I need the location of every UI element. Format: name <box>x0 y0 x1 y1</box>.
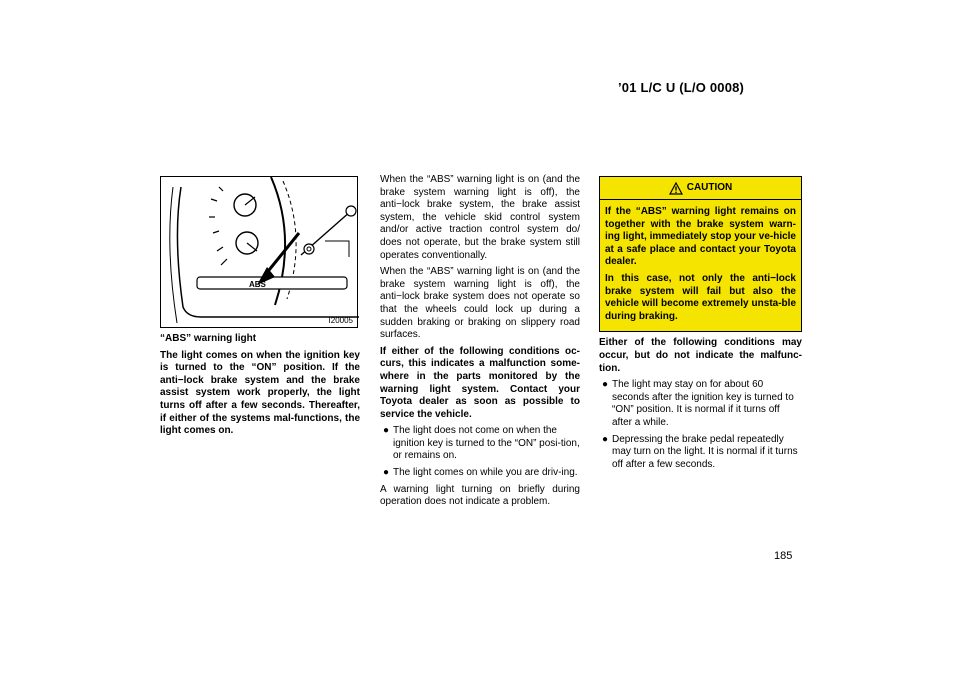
column-right <box>599 176 802 475</box>
page-header: ’01 L/C U (L/O 0008) <box>618 80 745 95</box>
abs-dashboard-illustration <box>161 177 359 329</box>
caution-box <box>599 176 802 332</box>
caution-header <box>600 177 801 200</box>
column-middle <box>380 174 580 513</box>
bullet-icon: ● <box>383 467 390 479</box>
bullet-icon: ● <box>602 379 609 391</box>
caution-paragraph-1: If the “ABS” warning light remains on together with the brake system warn-ing light, immediately stop your ve-hicle at a safe place and contact your Toyota dealer. <box>605 206 796 268</box>
list-item: ● The light may stay on for about 60 seconds after the ignition key is turned to “ON” position. It is normal if it turns off after a while. <box>602 379 794 428</box>
list-item: ● The light does not come on when the ignition key is turned to the “ON” posi-tion, or remains on. <box>383 425 580 462</box>
figure-caption: “ABS” warning light <box>160 333 257 344</box>
conditions-intro: Either of the following conditions may occur, but do not indicate the malfunc-tion. <box>599 337 802 374</box>
normal-condition-list <box>599 379 802 471</box>
abs-figure <box>160 176 358 328</box>
abs-label: ABS <box>249 280 266 289</box>
bullet-icon: ● <box>602 433 609 445</box>
condition-list <box>380 425 580 479</box>
bullet-icon: ● <box>383 425 390 437</box>
after-caution <box>599 337 802 471</box>
column-left <box>160 333 360 442</box>
abs-description: The light comes on when the ignition key is turned to the “ON” position. If the anti−lock brake system and the brake assist system work properly, the light turns off after a few seconds. Thereafter, if either of the systems mal-functions, the light comes on. <box>160 349 360 437</box>
list-item: ● The light comes on while you are driv-ing. <box>383 467 578 479</box>
caution-paragraph-2: In this case, not only the anti−lock brake system will fail but also the vehicle will become extremely unsta-ble during braking. <box>605 272 796 322</box>
paragraph-1: When the “ABS” warning light is on (and the brake system warning light is off), the anti−lock brake system, the brake assist system, the vehicle skid control system and/or active traction control system do/ does not operate, but the brake system still operates conventionally. <box>380 174 580 261</box>
paragraph-2: When the “ABS” warning light is on (and the brake system warning light is off), the anti−lock brake system does not operate so that the wheels could lock up during a sudden braking or braking on slippery road surfaces. <box>380 266 580 341</box>
figure-code: I20005 <box>328 316 353 325</box>
paragraph-3: If either of the following conditions oc-curs, this indicates a malfunction some-where in the parts monitored by the warning light system. Contact your Toyota dealer as soon as possible to service the vehicle. <box>380 345 580 420</box>
page-number: 185 <box>774 550 793 562</box>
list-item: ● Depressing the brake pedal repeatedly may turn on the light. It is normal if it turns off after a few seconds. <box>602 433 798 470</box>
paragraph-4: A warning light turning on briefly during operation does not indicate a problem. <box>380 483 580 508</box>
caution-title: CAUTION <box>686 181 733 193</box>
caution-body <box>600 200 801 331</box>
warning-triangle-icon <box>669 182 683 195</box>
